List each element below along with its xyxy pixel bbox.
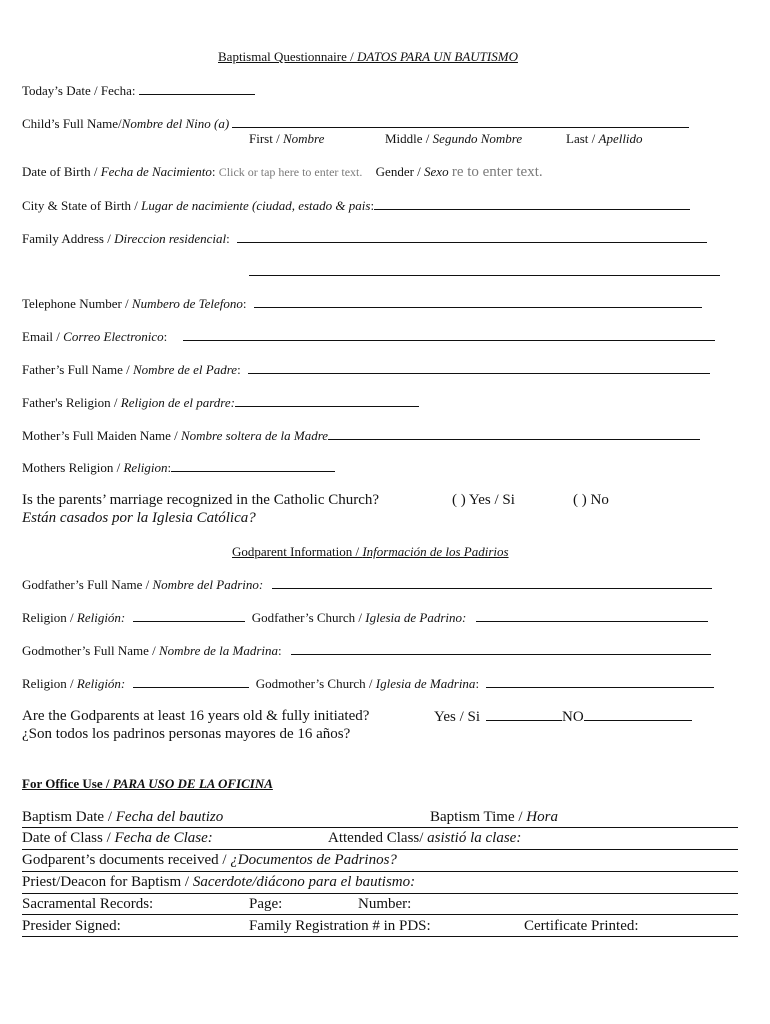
father-religion-field[interactable]	[235, 394, 419, 407]
marriage-question: Is the parents’ marriage recognized in the Catholic Church?	[22, 492, 380, 508]
godparent-section-title: Godparent Information / Información de los Padirios	[232, 544, 509, 559]
mother-religion-field[interactable]	[171, 459, 335, 472]
today-date-row: Today’s Date / Fecha:	[22, 82, 255, 99]
age-question: Are the Godparents at least 16 years old & fully initiated?	[22, 708, 370, 724]
address-field-line2[interactable]	[249, 275, 720, 276]
dob-row: Date of Birth / Fecha de Nacimiento: Click or tap here to enter text. Gender / Sexo re to enter text.	[22, 164, 543, 180]
birthplace-field[interactable]	[374, 197, 690, 210]
godfather-church-field[interactable]	[476, 609, 708, 622]
marriage-no-option[interactable]: ( ) No	[573, 492, 609, 508]
child-name-row: Child’s Full Name/Nombre del Nino (a)	[22, 115, 689, 132]
priest-label: Priest/Deacon for Baptism / Sacerdote/diácono para el bautismo:	[22, 874, 416, 890]
godmother-religion-field[interactable]	[133, 675, 249, 688]
father-religion-row: Father's Religion / Religion de el pardre:	[22, 394, 419, 411]
attended-class-label: Attended Class/ asistió la clase:	[328, 830, 522, 846]
godfather-name-field[interactable]	[272, 576, 712, 589]
class-date-label: Date of Class / Fecha de Clase:	[22, 830, 213, 846]
office-use-header: For Office Use / PARA USO DE LA OFICINA	[22, 776, 273, 791]
godfather-religion-field[interactable]	[133, 609, 245, 622]
mother-religion-row: Mothers Religion / Religion:	[22, 459, 335, 476]
godmother-name-row: Godmother’s Full Name / Nombre de la Madrina:	[22, 642, 711, 659]
today-date-field[interactable]	[139, 82, 255, 95]
email-row: Email / Correo Electronico:	[22, 328, 715, 345]
marriage-yes-option[interactable]: ( ) Yes / Si	[452, 492, 515, 508]
office-rule	[22, 893, 738, 894]
family-registration-label: Family Registration # in PDS:	[249, 918, 431, 934]
birthplace-row: City & State of Birth / Lugar de nacimiente (ciudad, estado & pais:	[22, 197, 690, 214]
godfather-religion-row: Religion / Religión: Godfather’s Church / Iglesia de Padrino:	[22, 609, 708, 626]
gender-field[interactable]: re to enter text.	[451, 164, 543, 180]
age-yes-row: Yes / Si NO	[434, 708, 692, 726]
phone-field[interactable]	[254, 295, 702, 308]
form-title: Baptismal Questionnaire / DATOS PARA UN BAUTISMO	[218, 49, 518, 64]
child-name-field[interactable]	[232, 115, 689, 128]
father-name-row: Father’s Full Name / Nombre de el Padre:	[22, 361, 710, 378]
certificate-printed-label: Certificate Printed:	[524, 918, 639, 934]
godfather-name-row: Godfather’s Full Name / Nombre del Padrino:	[22, 576, 712, 593]
sacramental-records-label: Sacramental Records:	[22, 896, 154, 912]
page-label: Page:	[249, 896, 283, 912]
godmother-religion-row: Religion / Religión: Godmother’s Church / Iglesia de Madrina:	[22, 675, 714, 692]
presider-signed-label: Presider Signed:	[22, 918, 121, 934]
office-rule	[22, 849, 738, 850]
child-middle-sublabel: Middle / Segundo Nombre	[385, 131, 523, 146]
address-field[interactable]	[237, 230, 707, 243]
office-rule	[22, 914, 738, 915]
dob-field[interactable]: Click or tap here to enter text.	[218, 165, 363, 179]
marriage-question-es: Están casados por la Iglesia Católica?	[22, 510, 256, 526]
age-no-field[interactable]	[584, 708, 692, 721]
godmother-name-field[interactable]	[291, 642, 711, 655]
godmother-church-field[interactable]	[486, 675, 714, 688]
child-last-sublabel: Last / Apellido	[566, 131, 643, 146]
baptism-date-label: Baptism Date / Fecha del bautizo	[22, 809, 224, 825]
office-rule	[22, 827, 738, 828]
godparent-docs-label: Godparent’s documents received / ¿Documentos de Padrinos?	[22, 852, 397, 868]
address-row: Family Address / Direccion residencial:	[22, 230, 707, 247]
mother-name-field[interactable]	[328, 427, 700, 440]
age-yes-field[interactable]	[486, 708, 562, 721]
office-rule	[22, 871, 738, 872]
baptism-time-label: Baptism Time / Hora	[430, 809, 558, 825]
mother-name-row: Mother’s Full Maiden Name / Nombre soltera de la Madre	[22, 427, 700, 444]
number-label: Number:	[358, 896, 412, 912]
age-question-es: ¿Son todos los padrinos personas mayores de 16 años?	[22, 726, 351, 742]
phone-row: Telephone Number / Numbero de Telefono:	[22, 295, 702, 312]
child-first-sublabel: First / Nombre	[249, 131, 325, 146]
father-name-field[interactable]	[248, 361, 710, 374]
email-field[interactable]	[183, 328, 715, 341]
office-rule	[22, 936, 738, 937]
